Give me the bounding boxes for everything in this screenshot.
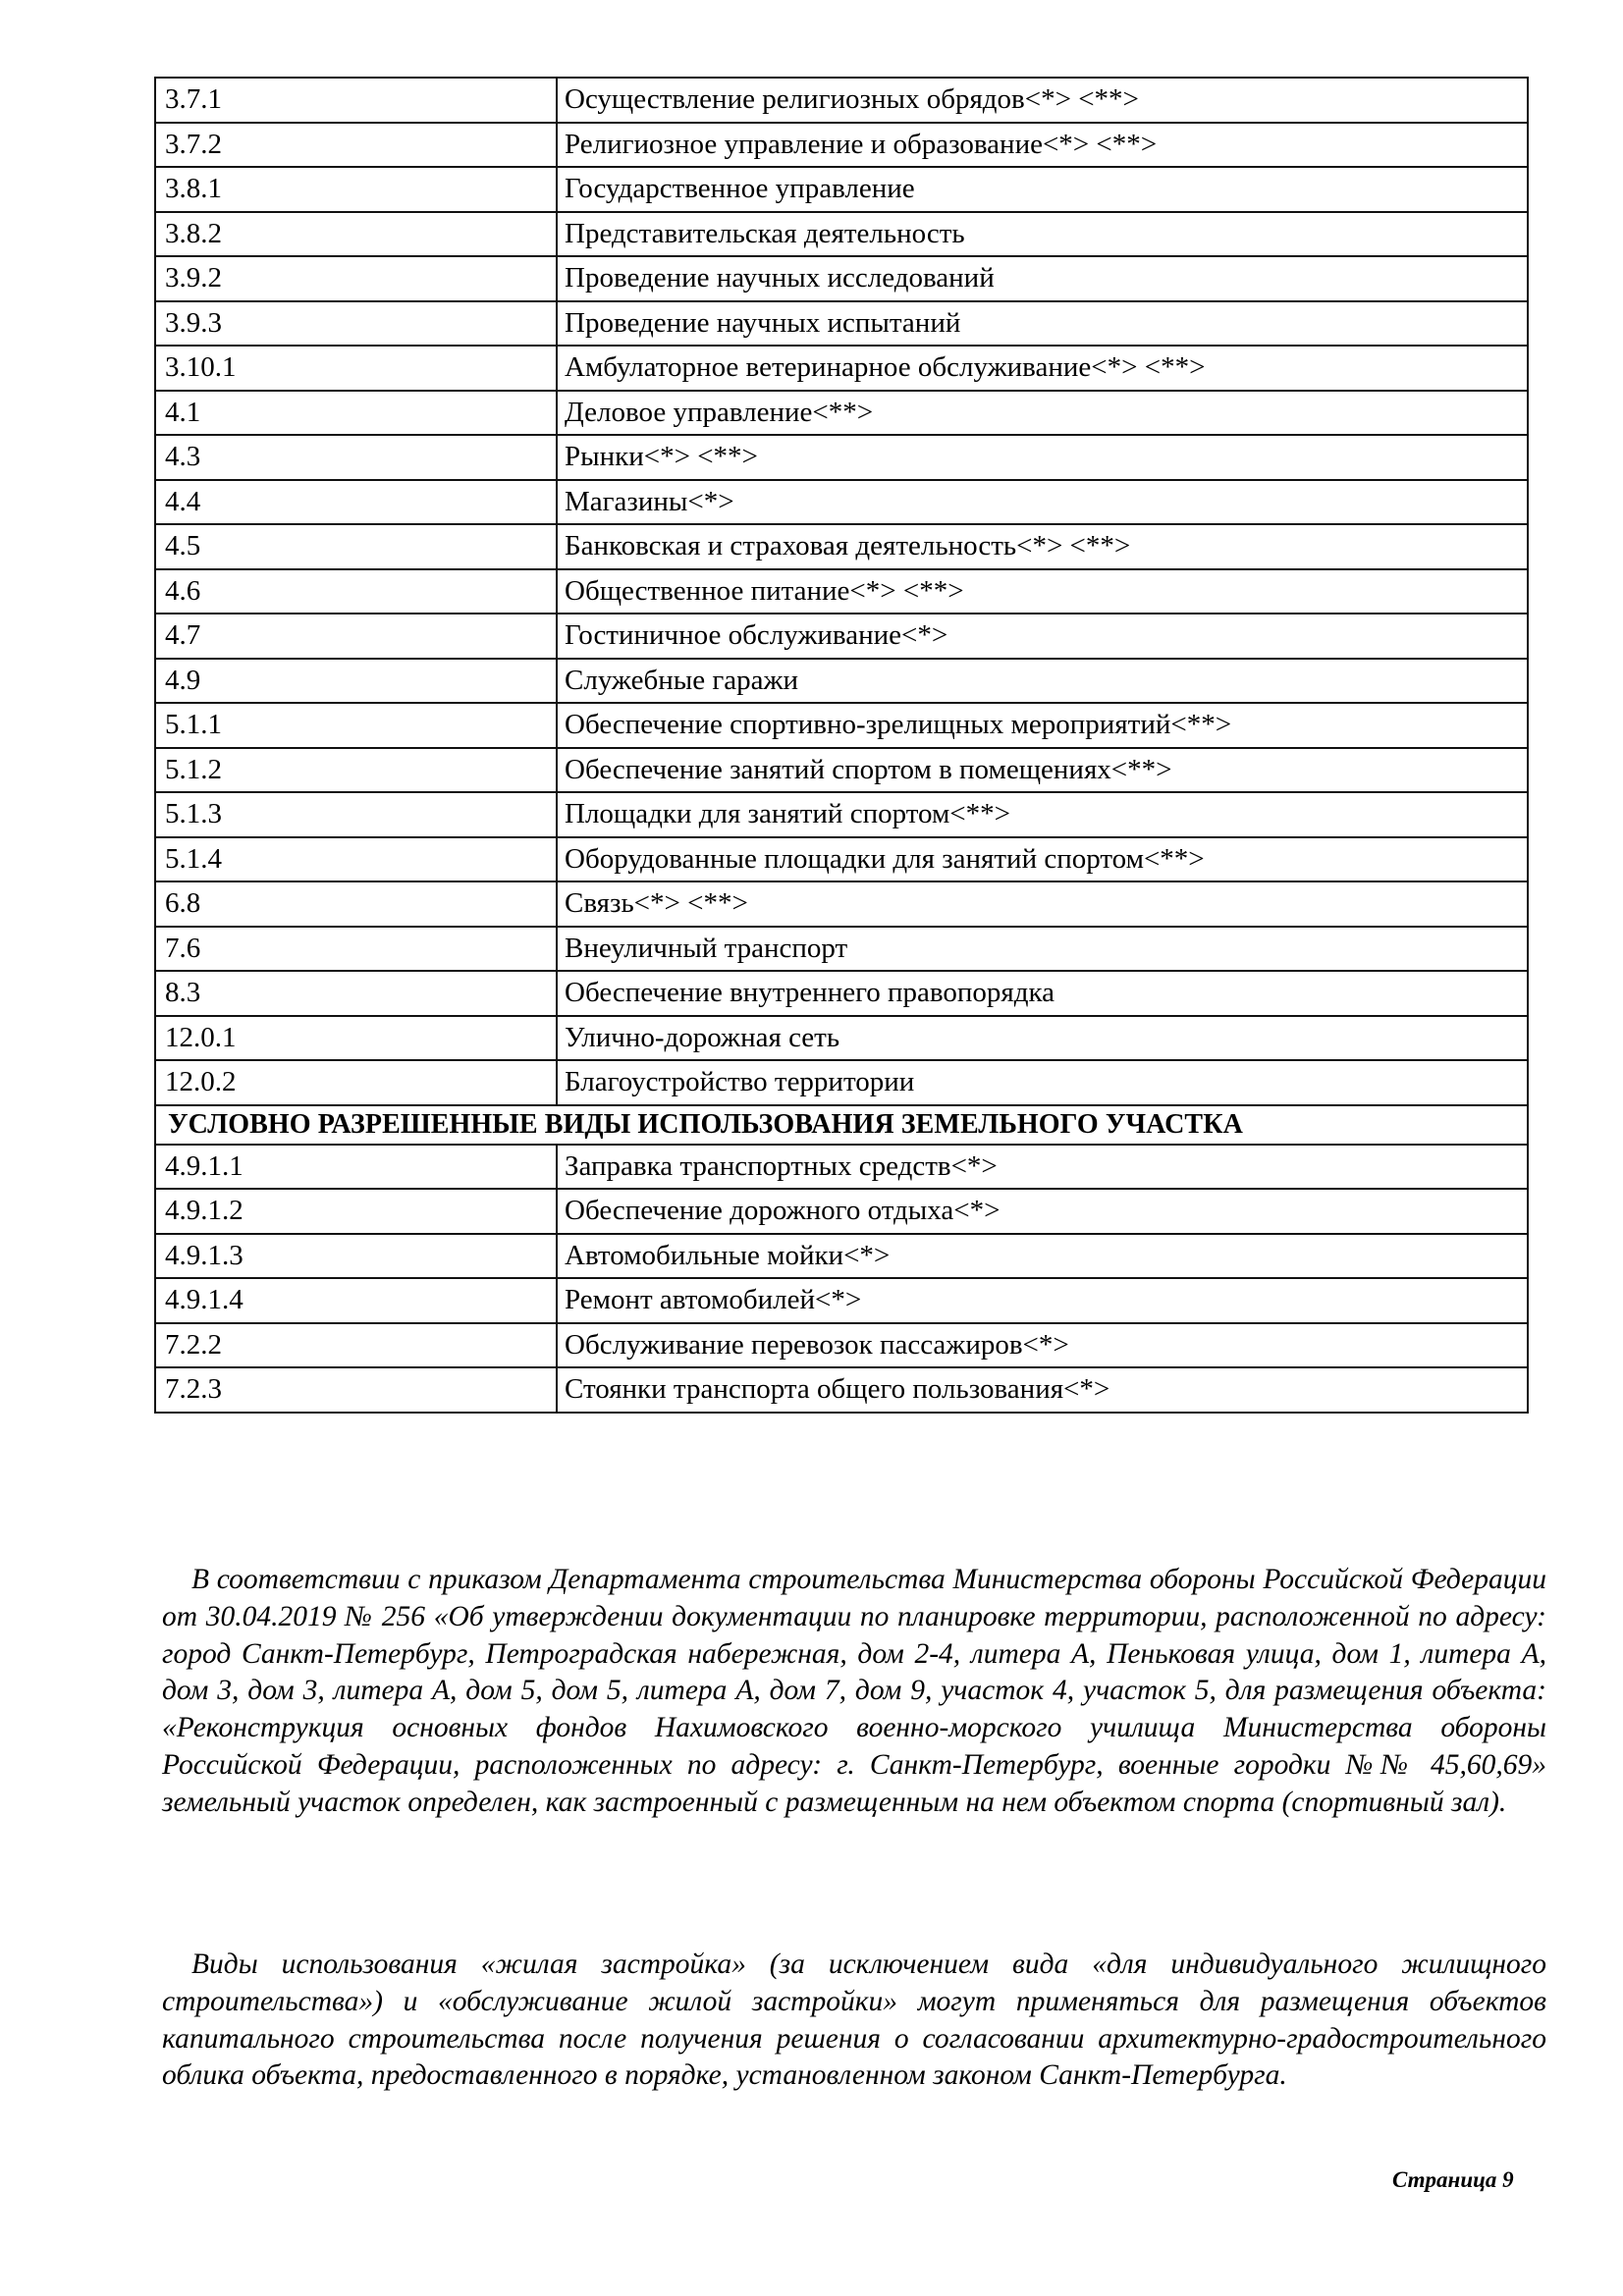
use-name: Обеспечение дорожного отдыха<*> [557, 1189, 1528, 1234]
table-row [155, 123, 1528, 168]
table-row [155, 927, 1528, 972]
table-row [155, 346, 1528, 391]
use-code: 7.6 [155, 927, 557, 972]
use-code: 5.1.2 [155, 748, 557, 793]
use-code: 4.9 [155, 659, 557, 704]
use-name: Обеспечение спортивно-зрелищных мероприятий<**> [557, 703, 1528, 748]
use-code: 8.3 [155, 971, 557, 1016]
use-code: 5.1.3 [155, 792, 557, 837]
use-name: Внеуличный транспорт [557, 927, 1528, 972]
table-row [155, 569, 1528, 614]
use-code: 4.9.1.1 [155, 1145, 557, 1190]
use-name: Банковская и страховая деятельность<*> <**> [557, 524, 1528, 569]
table-row [155, 1323, 1528, 1368]
use-name: Общественное питание<*> <**> [557, 569, 1528, 614]
table-row [155, 748, 1528, 793]
use-name: Государственное управление [557, 167, 1528, 212]
use-code: 5.1.1 [155, 703, 557, 748]
use-name: Ремонт автомобилей<*> [557, 1278, 1528, 1323]
land-use-table-body [155, 78, 1528, 1413]
use-code: 4.5 [155, 524, 557, 569]
use-code: 3.7.1 [155, 78, 557, 123]
use-code: 7.2.3 [155, 1367, 557, 1413]
use-code: 4.9.1.3 [155, 1234, 557, 1279]
land-use-table [154, 77, 1529, 1414]
use-name: Рынки<*> <**> [557, 435, 1528, 480]
table-row [155, 614, 1528, 659]
use-name: Оборудованные площадки для занятий спортом<**> [557, 837, 1528, 882]
table-row [155, 1278, 1528, 1323]
table-row [155, 524, 1528, 569]
use-code: 4.3 [155, 435, 557, 480]
use-name: Проведение научных исследований [557, 256, 1528, 301]
paragraph-planning-order: В соответствии с приказом Департамента строительства Министерства обороны Российской Федерации от 30.04.2019 № 256 «Об утверждении документации по планировке территории, расположенной по адресу: город Санкт-Петербург, Петроградская набережная, дом 2-4, литера А, Пеньковая улица, дом 1, литера А, дом 3, дом 3, литера А, дом 5, дом 5, литера А, дом 7, дом 9, участок 4, участок 5, для размещения объекта: «Реконструкция основных фондов Нахимовского военно-морского училища Министерства обороны Российской Федерации, расположенных по адресу: г. Санкт-Петербург, военные городки №№ 45,60,69» земельный участок определен, как застроенный с размещенным на нем объектом спорта (спортивный зал). [162, 1564, 1546, 1818]
use-code: 3.10.1 [155, 346, 557, 391]
use-name: Площадки для занятий спортом<**> [557, 792, 1528, 837]
table-row [155, 301, 1528, 347]
use-code: 3.9.3 [155, 301, 557, 347]
table-row [155, 256, 1528, 301]
use-code: 4.7 [155, 614, 557, 659]
use-code: 3.7.2 [155, 123, 557, 168]
use-name: Проведение научных испытаний [557, 301, 1528, 347]
use-name: Гостиничное обслуживание<*> [557, 614, 1528, 659]
table-row [155, 435, 1528, 480]
use-name: Обеспечение внутреннего правопорядка [557, 971, 1528, 1016]
table-row [155, 1060, 1528, 1105]
section-header-row [155, 1105, 1528, 1145]
use-code: 3.9.2 [155, 256, 557, 301]
table-row [155, 837, 1528, 882]
use-name: Служебные гаражи [557, 659, 1528, 704]
table-row [155, 1234, 1528, 1279]
table-row [155, 1367, 1528, 1413]
use-code: 4.9.1.2 [155, 1189, 557, 1234]
use-name: Магазины<*> [557, 480, 1528, 525]
table-row [155, 480, 1528, 525]
use-name: Деловое управление<**> [557, 391, 1528, 436]
table-row [155, 659, 1528, 704]
use-code: 6.8 [155, 881, 557, 927]
use-name: Улично-дорожная сеть [557, 1016, 1528, 1061]
use-name: Благоустройство территории [557, 1060, 1528, 1105]
use-name: Обслуживание перевозок пассажиров<*> [557, 1323, 1528, 1368]
table-row [155, 78, 1528, 123]
use-name: Религиозное управление и образование<*> <**> [557, 123, 1528, 168]
use-name: Связь<*> <**> [557, 881, 1528, 927]
use-code: 5.1.4 [155, 837, 557, 882]
use-code: 4.6 [155, 569, 557, 614]
table-row [155, 167, 1528, 212]
use-code: 12.0.1 [155, 1016, 557, 1061]
use-code: 7.2.2 [155, 1323, 557, 1368]
table-row [155, 881, 1528, 927]
page-number: Страница 9 [1392, 2167, 1514, 2192]
table-row [155, 971, 1528, 1016]
use-code: 4.1 [155, 391, 557, 436]
use-code: 4.9.1.4 [155, 1278, 557, 1323]
use-name: Представительская деятельность [557, 212, 1528, 257]
table-row [155, 212, 1528, 257]
use-name: Осуществление религиозных обрядов<*> <**> [557, 78, 1528, 123]
use-name: Амбулаторное ветеринарное обслуживание<*> <**> [557, 346, 1528, 391]
table-row [155, 1016, 1528, 1061]
table-row [155, 1145, 1528, 1190]
table-row [155, 703, 1528, 748]
use-name: Стоянки транспорта общего пользования<*> [557, 1367, 1528, 1413]
table-row [155, 792, 1528, 837]
table-row [155, 391, 1528, 436]
use-code: 3.8.2 [155, 212, 557, 257]
paragraph-residential-uses-note: Виды использования «жилая застройка» (за исключением вида «для индивидуального жилищного строительства») и «обслуживание жилой застройки» могут применяться для размещения объектов капитального строительства после получения решения о согласовании архитектурно-градостроительного облика объекта, предоставленного в порядке, установленном законом Санкт-Петербурга. [162, 1949, 1546, 2092]
use-name: Автомобильные мойки<*> [557, 1234, 1528, 1279]
section-header-conditional-uses: УСЛОВНО РАЗРЕШЕННЫЕ ВИДЫ ИСПОЛЬЗОВАНИЯ ЗЕМЕЛЬНОГО УЧАСТКА [155, 1105, 1528, 1145]
use-name: Обеспечение занятий спортом в помещениях<**> [557, 748, 1528, 793]
use-name: Заправка транспортных средств<*> [557, 1145, 1528, 1190]
use-code: 12.0.2 [155, 1060, 557, 1105]
table-row [155, 1189, 1528, 1234]
use-code: 4.4 [155, 480, 557, 525]
use-code: 3.8.1 [155, 167, 557, 212]
